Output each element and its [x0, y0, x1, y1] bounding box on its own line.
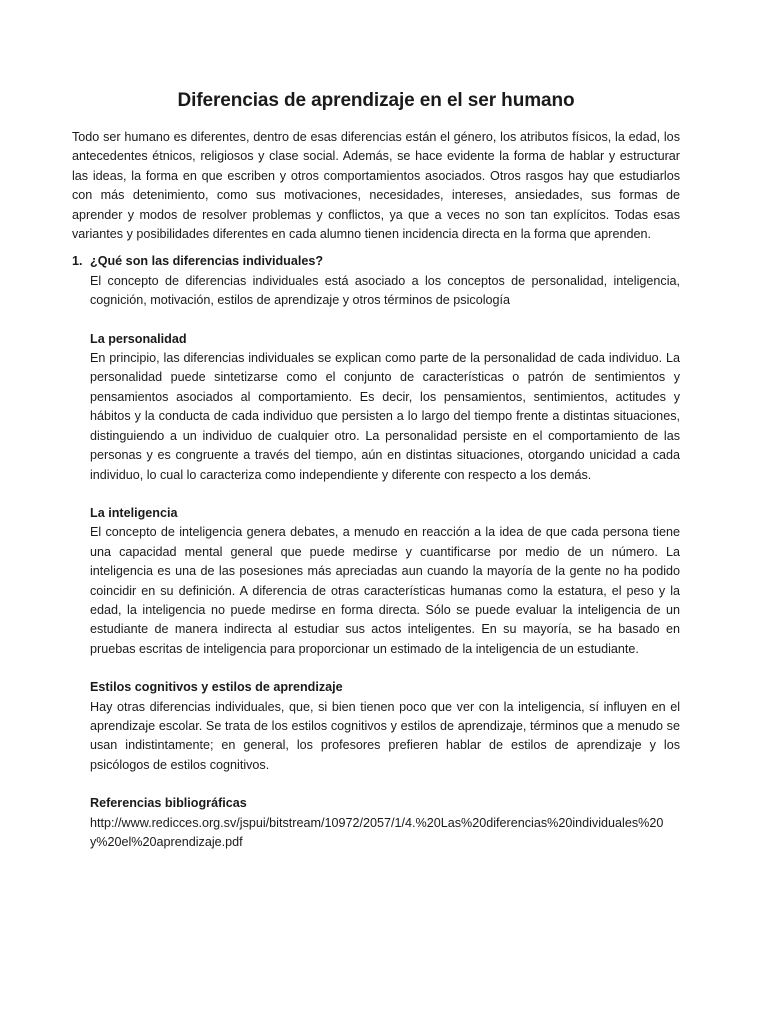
section-heading: Referencias bibliográficas — [90, 796, 247, 811]
list-number: 1. — [72, 254, 83, 269]
document-title: Diferencias de aprendizaje en el ser humano — [177, 90, 575, 111]
list-paragraph: El concepto de diferencias individuales está asociado a los conceptos de personalidad, inteligencia, cognición, motivación, estilos de aprendizaje y otros términos de psicología — [90, 273, 680, 308]
section-paragraph: El concepto de inteligencia genera debates, a menudo en reacción a la idea de que cada persona tiene una capacidad mental general que puede medirse y cuantificarse por medio de un número. La inteligencia es una de las posesiones más apreciadas aun cuando la mayoría de la gente no ha podido coincidir en su definición. A diferencia de otras características humanas como la estatura, el peso y la edad, la inteligencia no puede medirse en forma directa. Sólo se puede evaluar la inteligencia de un estudiante de manera indirecta al estudiar sus actos inteligentes. En su mayoría, se ha basado en pruebas escritas de inteligencia para proporcionar un estimado de la inteligencia de un estudiante. — [90, 525, 680, 656]
section-personality — [90, 330, 680, 485]
section-heading: La inteligencia — [90, 505, 178, 520]
section-references — [90, 794, 680, 852]
document-page — [72, 88, 680, 852]
numbered-list-item — [72, 252, 680, 852]
section-heading: La personalidad — [90, 331, 187, 346]
list-body — [90, 252, 680, 852]
section-paragraph: En principio, las diferencias individuales se explican como parte de la personalidad de cada individuo. La personalidad puede sintetizarse como el conjunto de características o patrón de sentimientos y pensamientos asociados al comportamiento. Es decir, los pensamientos, sentimientos, actitudes y hábitos y la conducta de cada individuo que persisten a lo largo del tiempo frente a distintas situaciones, distinguiendo a un individuo de cualquier otro. La personalidad persiste en el comportamiento de las personas y es congruente a través del tiempo, aún en distintas situaciones, otorgando unicidad a cada individuo, lo cual lo caracteriza como independiente y diferente con respecto a los demás. — [90, 351, 680, 482]
list-heading: ¿Qué son las diferencias individuales? — [90, 254, 324, 269]
section-cognitive-styles — [90, 678, 680, 775]
section-intelligence — [90, 504, 680, 659]
reference-link[interactable]: http://www.redicces.org.sv/jspui/bitstream/10972/2057/1/4.%20Las%20diferencias%20individuales%20y%20el%20aprendizaje.pdf — [90, 815, 664, 849]
intro-paragraph: Todo ser humano es diferentes, dentro de esas diferencias están el género, los atributos físicos, la edad, los antecedentes étnicos, religiosos y clase social. Además, se hace evidente la forma de hablar y estructurar las ideas, la forma en que escriben y otros comportamientos asociados. Otros rasgos hay que estudiarlos con más detenimiento, como sus motivaciones, necesidades, intereses, ansiedades, sus formas de aprender y modos de resolver problemas y conflictos, ya que a veces no son tan explícitos. Todas esas variantes y posibilidades diferentes en cada alumno tienen incidencia directa en la forma que aprenden. — [72, 130, 680, 242]
section-heading: Estilos cognitivos y estilos de aprendizaje — [90, 680, 343, 695]
section-paragraph: Hay otras diferencias individuales, que, si bien tienen poco que ver con la inteligencia, sí influyen en el aprendizaje escolar. Se trata de los estilos cognitivos y estilos de aprendizaje, términos que a menudo se usan indistintamente; en general, los profesores prefieren hablar de estilos de aprendizaje y los psicólogos de estilos cognitivos. — [90, 699, 680, 772]
